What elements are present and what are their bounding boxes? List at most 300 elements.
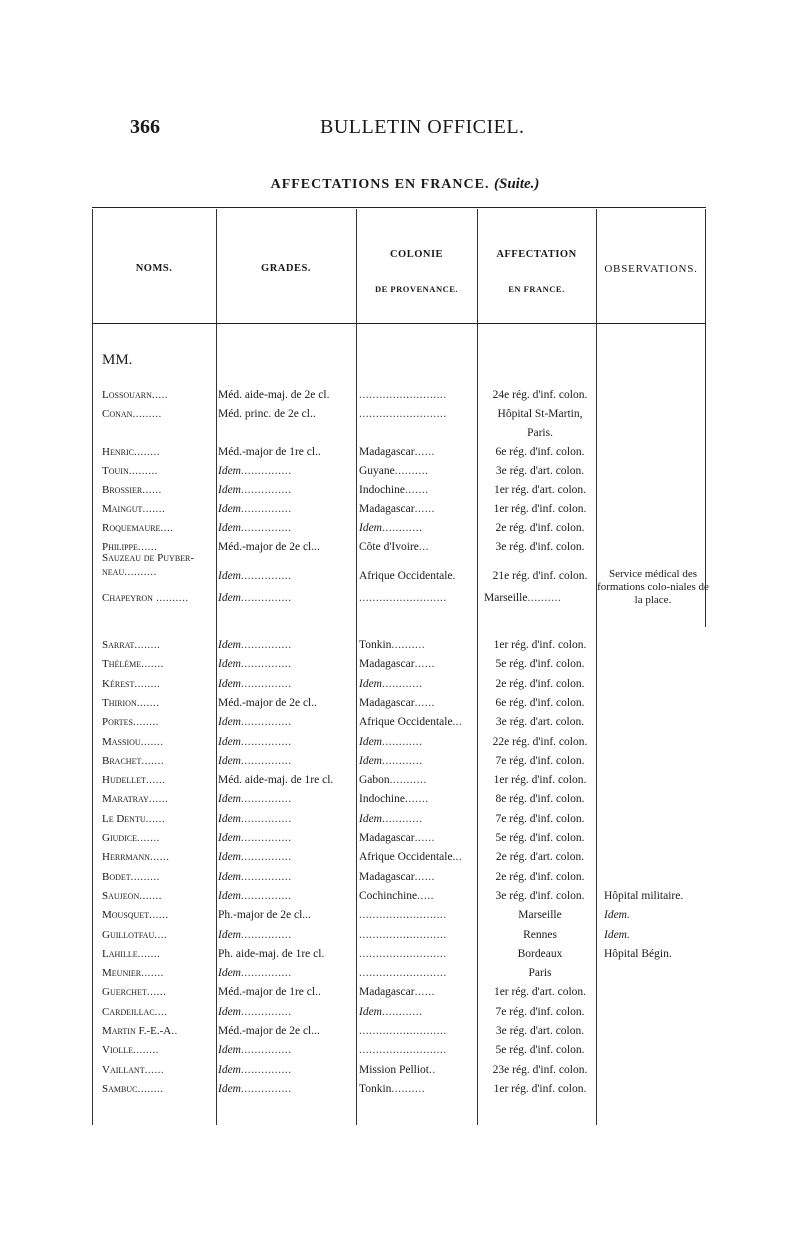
grade-cell: Ph.-major de 2e cl...: [218, 909, 311, 922]
leader-dots: ............: [382, 812, 423, 825]
grade-cell: [218, 636, 354, 654]
affectation-cell: 5e rég. d'inf. colon.: [495, 832, 585, 844]
leader-dots: ......: [414, 832, 435, 844]
leader-dots: ..........: [391, 639, 426, 651]
affectation-cell: 3e rég. d'art. colon.: [495, 1025, 585, 1037]
name-cell: [102, 694, 214, 712]
leader-dots: ...............: [241, 1082, 292, 1095]
leader-dots: .......: [136, 696, 160, 709]
grade-text: Idem: [218, 592, 241, 604]
leader-dots: ..: [428, 1063, 436, 1076]
section-title-text: AFFECTATIONS EN FRANCE.: [270, 177, 490, 192]
name-text: Cardeillac: [102, 1005, 155, 1018]
leader-dots: ..: [455, 716, 463, 729]
leader-dots: .......: [137, 947, 161, 960]
name-text: Guillotfau: [102, 928, 155, 941]
honorific-mm: MM.: [102, 352, 133, 368]
colonie-cell: [359, 752, 477, 770]
colonie-cell: Côte d'Ivoire...: [359, 541, 430, 553]
leader-dots: ..........: [124, 566, 157, 578]
leader-dots: ......: [146, 986, 167, 999]
leader-dots: .....: [151, 389, 169, 401]
leader-dots: ...............: [241, 793, 292, 806]
table-row: [92, 636, 706, 654]
leader-dots: ......: [414, 503, 435, 515]
observation-cell: [600, 926, 710, 944]
colonie-cell: Afrique Occidentale...: [359, 851, 463, 864]
name-line: Sauzeau de Puyber-: [102, 552, 195, 564]
leader-dots: ...............: [241, 522, 292, 534]
affectation-cell: Paris: [528, 967, 552, 980]
colonie-cell-text: Idem: [359, 735, 382, 748]
name-text: Le Dentu: [102, 812, 146, 825]
col-header-affectation-bottom: EN FRANCE.: [508, 284, 565, 294]
name-cell: [102, 848, 214, 866]
leader-dots: ...............: [241, 928, 292, 941]
name-cell: [102, 983, 214, 1001]
name-text: Maingut: [102, 503, 143, 515]
grade-cell-text: Idem: [218, 1005, 241, 1018]
leader-dots: ...............: [241, 812, 292, 825]
observation-cell-text: Idem.: [604, 909, 630, 922]
grade-cell: Méd. princ. de 2e cl..: [218, 408, 316, 420]
grade-cell: [218, 481, 354, 499]
grade-cell-text: Idem: [218, 658, 241, 671]
grade-cell: [218, 926, 354, 944]
leader-dots: ........: [133, 446, 160, 458]
grade-cell-text: Idem: [218, 677, 241, 690]
name-cell: [102, 636, 214, 654]
leader-dots: ......: [148, 793, 169, 806]
leader-dots: ...............: [241, 851, 292, 864]
table-row: [92, 829, 706, 847]
name-cell: [102, 1022, 214, 1040]
leader-dots: ......: [137, 541, 158, 553]
name-text: Vaillant: [102, 1063, 145, 1076]
colonie-cell: ..........................: [359, 592, 447, 604]
name-text: Thirion: [102, 696, 137, 709]
table-row: [92, 1080, 706, 1098]
table-row: [92, 462, 706, 480]
affectation-cell: [482, 589, 600, 607]
colonie-cell-text: Idem: [359, 1005, 382, 1018]
table-row: [92, 1022, 706, 1040]
grade-cell: [218, 567, 354, 585]
affectation-cell: Paris.: [527, 427, 553, 439]
table-row: [92, 1041, 706, 1059]
affectation-cell: 5e rég. d'inf. colon.: [495, 658, 585, 671]
grade-cell-text: Idem: [218, 967, 241, 980]
affectation-cell: 7e rég. d'inf. colon.: [495, 754, 585, 767]
grade-cell: [218, 1003, 354, 1021]
leader-dots: ...............: [241, 1044, 292, 1057]
name-text: Brossier: [102, 484, 143, 496]
affectation-cell: 1er rég. d'art. colon.: [493, 484, 587, 496]
table-row: [92, 694, 706, 712]
grade-cell-text: Idem: [218, 851, 241, 864]
affectation-cell: 2e rég. d'inf. colon.: [495, 522, 585, 534]
leader-dots: ....: [154, 928, 168, 941]
table-row: [92, 675, 706, 693]
leader-dots: ............: [382, 1005, 423, 1018]
colonie-cell: Madagascar......: [359, 870, 435, 883]
section-suffix: (Suite.): [493, 176, 540, 192]
leader-dots: ......: [414, 870, 435, 883]
name-text: Guerchet: [102, 986, 147, 999]
grade-cell-text: Idem: [218, 754, 241, 767]
leader-dots: .......: [141, 967, 164, 980]
leader-dots: ...: [418, 541, 430, 553]
affectation-cell: 22e rég. d'inf. colon.: [492, 735, 588, 748]
table-row: [92, 771, 706, 789]
affectation-cell: 3e rég. d'art. colon.: [495, 465, 585, 477]
name-cell: [102, 481, 214, 499]
table-row: [92, 443, 706, 461]
affectation-cell: 3e rég. d'art. colon.: [495, 716, 585, 729]
table-row: [92, 405, 706, 423]
leader-dots: .......: [404, 484, 429, 496]
col-header-colonie-top: COLONIE: [389, 249, 444, 260]
page-number: 366: [130, 116, 160, 138]
affectation-cell: Rennes: [523, 928, 557, 941]
colonie-cell: [359, 519, 477, 537]
name-text: Kérest: [102, 677, 135, 690]
grade-cell: [218, 519, 354, 537]
leader-dots: .......: [140, 735, 164, 748]
name-cell: [102, 462, 214, 480]
name-text: Mousquet: [102, 909, 150, 922]
colonie-cell: Gabon...........: [359, 774, 427, 787]
affectation-cell: 6e rég. d'inf. colon.: [495, 446, 585, 458]
observation-note: Service médical des formations colo-niales de la place.: [597, 568, 709, 606]
colonie-cell: [359, 906, 477, 924]
grade-cell: [218, 848, 354, 866]
name-cell: [102, 1080, 214, 1098]
grade-cell-text: Idem: [218, 1063, 241, 1076]
leader-dots: ...............: [241, 465, 292, 477]
leader-dots: ...........: [389, 774, 427, 787]
colonie-cell: Mission Pelliot..: [359, 1063, 436, 1076]
colonie-cell: Afrique Occidentale...: [359, 716, 463, 729]
table-row: [92, 1003, 706, 1021]
affectation-cell: 1er rég. d'inf. colon.: [493, 503, 587, 515]
affectation-cell: Hôpital St-Martin,: [497, 408, 583, 420]
grade-cell-text: Idem: [218, 812, 241, 825]
grade-cell: [218, 655, 354, 673]
table-row: [92, 810, 706, 828]
affectation-cell: 2e rég. d'inf. colon.: [495, 870, 585, 883]
name-cell: [102, 926, 214, 944]
grade-cell: [218, 500, 354, 518]
leader-dots: ....: [160, 522, 174, 534]
grade-cell-text: Idem: [218, 465, 241, 477]
affectation-cell: 7e rég. d'inf. colon.: [495, 1005, 585, 1018]
leader-dots: ............: [382, 522, 423, 534]
affectation-cell: Bordeaux: [517, 947, 563, 960]
name-text: Portes: [102, 716, 133, 729]
affectation-cell: 8e rég. d'inf. colon.: [495, 793, 585, 806]
table-row: [92, 887, 706, 905]
colonie-cell: Madagascar......: [359, 446, 435, 458]
colonie-cell-text: Idem: [359, 812, 382, 825]
table-row: [92, 906, 706, 924]
leader-dots: ..........................: [359, 967, 447, 980]
grade-cell-text: Idem: [218, 1082, 241, 1095]
grade-cell-text: Idem: [218, 716, 241, 729]
affectation-cell: 24e rég. d'inf. colon.: [492, 389, 588, 401]
name-cell: [102, 589, 214, 607]
affectation-cell: 1er rég. d'inf. colon.: [493, 774, 587, 787]
grade-cell: Méd.-major de 1re cl..: [218, 446, 321, 458]
affectation-cell: 21e rég. d'inf. colon.: [492, 570, 588, 582]
table-row: [92, 926, 706, 944]
colonie-cell: Madagascar......: [359, 696, 435, 709]
leader-dots: ......: [414, 446, 435, 458]
grade-cell: [218, 1041, 354, 1059]
name-cell: [102, 1041, 214, 1059]
leader-dots: .........: [132, 408, 162, 420]
name-text: Sarrat: [102, 639, 135, 651]
leader-dots: .......: [404, 793, 429, 806]
colonie-cell: [359, 1041, 477, 1059]
name-cell: [102, 675, 214, 693]
table-row: [92, 868, 706, 886]
name-cell: [102, 829, 214, 847]
running-title: BULLETIN OFFICIEL.: [320, 116, 525, 138]
leader-dots: ...............: [241, 503, 292, 515]
grade-cell-text: Idem: [218, 735, 241, 748]
colonie-cell: [359, 733, 477, 751]
leader-dots: ...............: [241, 754, 292, 767]
name-cell: [102, 733, 214, 751]
name-cell: [102, 405, 214, 423]
leader-dots: ............: [382, 735, 423, 748]
grade-cell-text: Idem: [218, 928, 241, 941]
grade-cell-text: Idem: [218, 793, 241, 806]
name-text: Roquemaure: [102, 522, 161, 534]
colonie-cell: [359, 405, 477, 423]
grade-cell: Méd.-major de 1re cl..: [218, 986, 321, 999]
header-bottom-rule: [92, 323, 706, 324]
leader-dots: ........: [134, 639, 161, 651]
leader-dots: .......: [141, 658, 164, 671]
leader-dots: ...............: [241, 658, 292, 671]
table-row: [92, 733, 706, 751]
leader-dots: ...............: [241, 716, 292, 729]
affectation-cell: 5e rég. d'inf. colon.: [495, 1044, 585, 1057]
table-row: [92, 752, 706, 770]
colonie-cell-text: Idem: [359, 677, 382, 690]
observation-cell: [600, 906, 710, 924]
grade-cell: [218, 1061, 354, 1079]
leader-dots: ..........................: [359, 389, 447, 401]
affectation-text: Marseille: [484, 592, 528, 604]
leader-dots: .......: [137, 832, 160, 844]
grade-cell: [218, 733, 354, 751]
leader-dots: .......: [142, 503, 166, 515]
affectation-cell: 23e rég. d'inf. colon.: [492, 1063, 588, 1076]
name-text: Conan: [102, 408, 133, 420]
name-cell: [102, 443, 214, 461]
grade-cell-text: Idem: [218, 1044, 241, 1057]
leader-dots: ........: [133, 1044, 160, 1057]
leader-dots: ......: [414, 696, 435, 709]
table-row: [92, 1061, 706, 1079]
colonie-cell: Tonkin..........: [359, 639, 426, 651]
leader-dots: ....: [154, 1005, 168, 1018]
name-text: Hudellet: [102, 774, 146, 787]
colonie-cell-text: Idem: [359, 522, 382, 534]
leader-dots: ..........: [394, 465, 429, 477]
observation-cell: Hôpital Bégin.: [604, 947, 672, 960]
grade-cell-text: Idem: [218, 522, 241, 534]
grade-cell: [218, 462, 354, 480]
leader-dots: ......: [144, 1063, 165, 1076]
affectation-cell: 1er rég. d'art. colon.: [493, 986, 587, 999]
grade-cell-text: Idem: [218, 484, 241, 496]
grade-cell-text: Idem: [218, 503, 241, 515]
name-text: Chapeyron: [102, 592, 153, 604]
grade-cell: [218, 829, 354, 847]
name-text: Lossouarn: [102, 389, 152, 401]
name-text: Giudice: [102, 832, 138, 844]
name-cell: [102, 771, 214, 789]
leader-dots: ..........................: [359, 909, 447, 922]
colonie-cell: Indochine.......: [359, 484, 429, 496]
leader-dots: ...............: [241, 889, 292, 902]
leader-dots: ...............: [241, 592, 292, 604]
leader-dots: ...............: [241, 484, 292, 496]
grade-cell: Méd.-major de 2e cl...: [218, 1025, 320, 1037]
grade-cell: [218, 887, 354, 905]
name-text: Massiou: [102, 735, 141, 748]
col-header-affectation-top: AFFECTATION: [496, 249, 577, 260]
grade-cell-text: Idem: [218, 832, 241, 844]
leader-dots: ......: [414, 658, 435, 671]
colonie-cell: Indochine.......: [359, 793, 429, 806]
colonie-cell: Cochinchine.....: [359, 889, 434, 902]
colonie-cell: [359, 1003, 477, 1021]
grade-cell: [218, 675, 354, 693]
table-row: [92, 386, 706, 404]
grade-cell-text: Idem: [218, 870, 241, 883]
name-line-text: neau: [102, 566, 125, 578]
leader-dots: ...............: [241, 1063, 292, 1076]
grade-cell-text: Idem: [218, 639, 241, 651]
leader-dots: .........: [128, 465, 158, 477]
colonie-cell: Madagascar......: [359, 832, 435, 844]
leader-dots: .......: [141, 754, 165, 767]
grade-cell-text: Idem: [218, 889, 241, 902]
leader-dots: ............: [382, 754, 423, 767]
assignments-table: [92, 207, 709, 1127]
leader-dots: .........: [130, 870, 160, 883]
colonie-cell: Madagascar......: [359, 503, 435, 515]
table-row: [92, 848, 706, 866]
leader-dots: ..........................: [359, 1025, 447, 1037]
affectation-cell: 2e rég. d'art. colon.: [495, 851, 585, 864]
colonie-cell-text: Idem: [359, 754, 382, 767]
name-text: Sambuc: [102, 1082, 138, 1095]
colonie-cell: Madagascar......: [359, 658, 435, 671]
col-header-grades: GRADES.: [261, 263, 311, 274]
affectation-cell: 3e rég. d'inf. colon.: [495, 541, 585, 553]
leader-dots: ......: [145, 812, 166, 825]
leader-dots: ..: [171, 1025, 178, 1037]
name-cell: [102, 655, 214, 673]
name-cell: [102, 1061, 214, 1079]
name-text: Thélème: [102, 658, 142, 671]
name-cell: [102, 519, 214, 537]
leader-dots: ......: [142, 484, 162, 496]
table-row: [92, 790, 706, 808]
col-header-noms: NOMS.: [135, 263, 173, 274]
name-text: Bodet: [102, 870, 131, 883]
name-cell: [102, 964, 214, 982]
name-cell: [102, 945, 214, 963]
colonie-cell: [359, 1022, 477, 1040]
section-title: [0, 176, 800, 193]
name-text: Henric: [102, 446, 134, 458]
affectation-cell: 1er rég. d'inf. colon.: [493, 639, 587, 651]
grade-cell: [218, 868, 354, 886]
table-row: [92, 519, 706, 537]
grade-cell: Méd.-major de 2e cl..: [218, 696, 317, 709]
leader-dots: ..: [455, 851, 463, 864]
affectation-cell: 7e rég. d'inf. colon.: [495, 812, 585, 825]
colonie-cell: Guyane..........: [359, 465, 429, 477]
leader-dots: ..........: [391, 1082, 426, 1095]
leader-dots: ...............: [241, 1005, 292, 1018]
leader-dots: ............: [382, 677, 423, 690]
affectation-cell: 6e rég. d'inf. colon.: [495, 696, 585, 709]
leader-dots: ..........: [152, 592, 189, 604]
grade-cell: Ph. aide-maj. de 1re cl.: [218, 947, 325, 960]
table-row: [92, 964, 706, 982]
grade-cell: Méd. aide-maj. de 2e cl.: [218, 389, 330, 401]
name-cell: [102, 887, 214, 905]
grade-cell: [218, 752, 354, 770]
colonie-cell: [359, 964, 477, 982]
table-row: [92, 983, 706, 1001]
colonie-cell: [359, 386, 477, 404]
colonie-cell: [359, 926, 477, 944]
table-row: [92, 655, 706, 673]
table-row: [92, 713, 706, 731]
name-cell: [102, 1003, 214, 1021]
colonie-cell: Afrique Occidentale.: [359, 570, 456, 582]
grade-cell: Méd. aide-maj. de 1re cl.: [218, 774, 334, 787]
leader-dots: ..........................: [359, 947, 447, 960]
affectation-cell: 3e rég. d'inf. colon.: [495, 889, 585, 902]
leader-dots: ......: [145, 774, 166, 787]
table-row: [92, 424, 706, 442]
grade-cell: [218, 810, 354, 828]
name-cell: [102, 790, 214, 808]
name-text: Lahille: [102, 947, 138, 960]
grade-cell: [218, 790, 354, 808]
name-text: Philippe: [102, 541, 138, 553]
affectation-cell: 2e rég. d'inf. colon.: [495, 677, 585, 690]
leader-dots: ......: [149, 909, 169, 922]
name-cell: [102, 386, 214, 404]
name-text: Meunier: [102, 967, 142, 980]
grade-cell: [218, 964, 354, 982]
leader-dots: ......: [149, 851, 170, 864]
leader-dots: ........: [137, 1082, 164, 1095]
leader-dots: ..........................: [359, 408, 447, 420]
table-row: [92, 481, 706, 499]
